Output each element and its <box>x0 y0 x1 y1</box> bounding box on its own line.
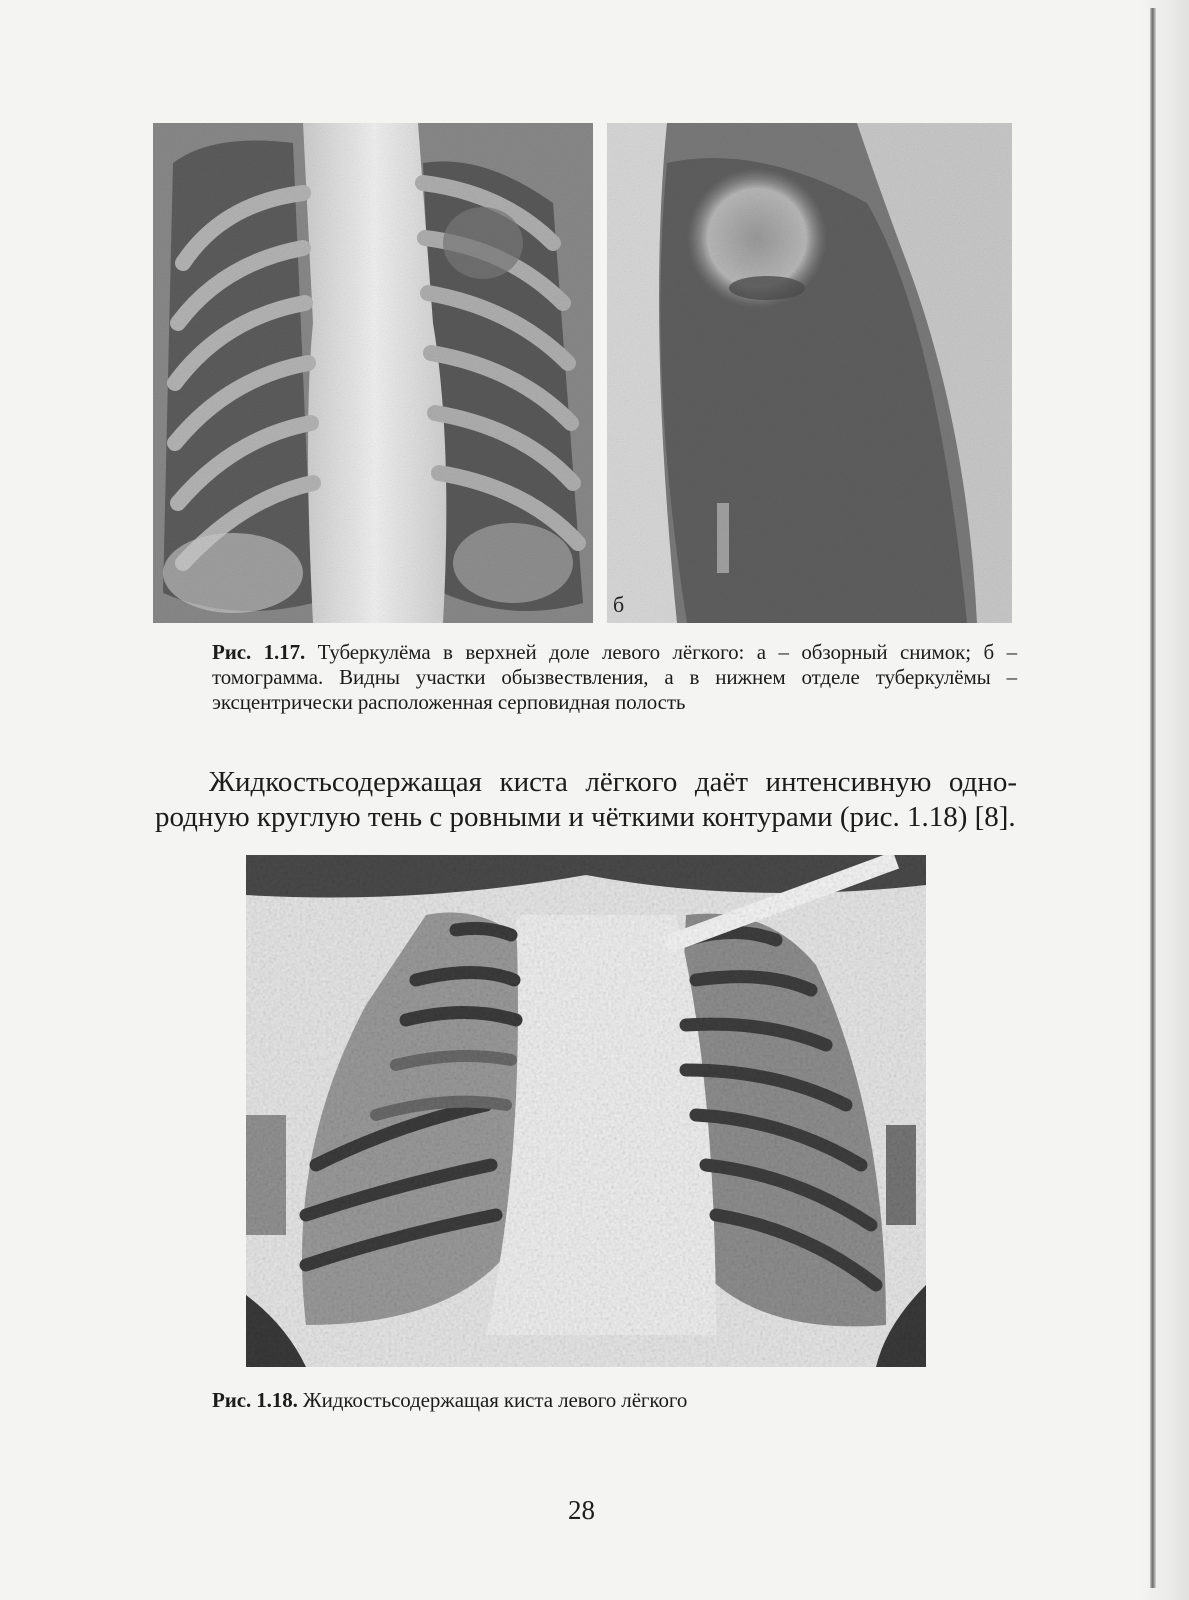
body-paragraph <box>155 765 1017 835</box>
figure-1-17-label: Рис. 1.17. <box>212 640 306 664</box>
figure-1-17a-xray-image <box>153 123 593 623</box>
figure-1-17b-tomogram-image <box>607 123 1012 623</box>
paragraph-line-2: родную круглую тень с ровными и чёткими контурами (рис. 1.18) [8]. <box>155 801 1016 833</box>
page-number: 28 <box>568 1495 595 1525</box>
paragraph-line-1: Жидкостьсодержащая киста лёгкого даёт интенсивную одно- <box>209 766 1017 798</box>
figure-1-18-label: Рис. 1.18. <box>212 1388 298 1412</box>
figure-1-17-caption <box>212 640 1017 715</box>
panel-b-letter: б <box>613 592 625 617</box>
figure-1-17-caption-text: Туберкулёма в верхней доле левого лёгкого: а – обзорный снимок; б – томограмма. Видны участки обызвествления, а в нижнем отделе туберкулёмы – эксцентрически расположенная серповидная полость <box>212 640 1018 714</box>
figure-1-18-caption-text: Жидкостьсодержащая киста левого лёгкого <box>302 1388 688 1412</box>
figure-1-18-xray-image <box>246 855 926 1367</box>
binding-shadow <box>1140 0 1189 1600</box>
page-binding-edge <box>1150 8 1156 1588</box>
figure-1-18-caption <box>212 1388 912 1413</box>
